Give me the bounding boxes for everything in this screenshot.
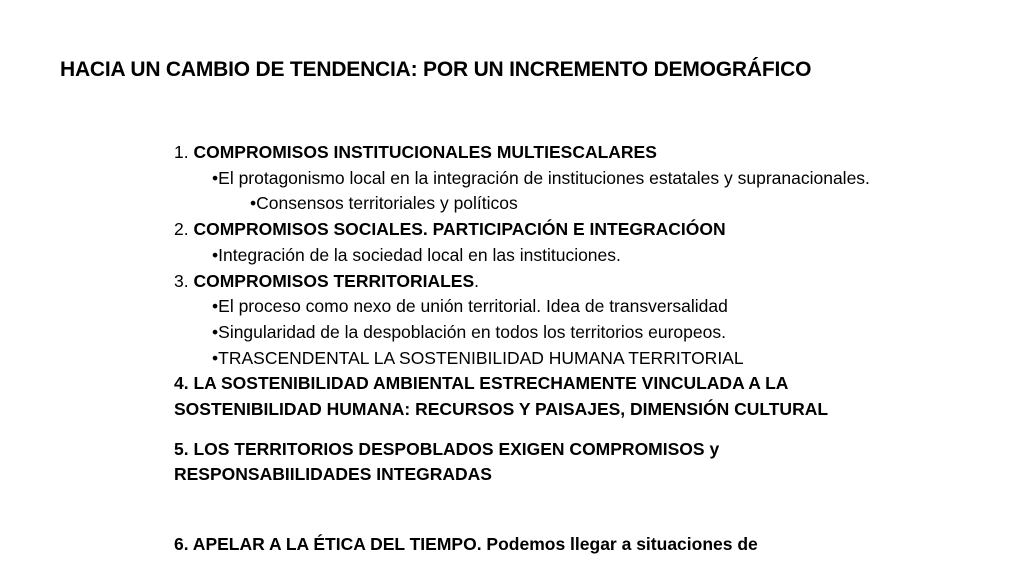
item-number: 2. (174, 219, 194, 240)
bullet-item (174, 166, 874, 192)
item-heading: COMPROMISOS TERRITORIALES (193, 270, 475, 291)
bullet-icon: • (212, 244, 219, 265)
bullet-text: Integración de la sociedad local en las instituciones. (218, 244, 621, 265)
bullet-text: TRASCENDENTAL LA SOSTENIBILIDAD HUMANA TERRITORIAL (218, 347, 744, 368)
slide-body (174, 140, 874, 558)
bullet-text: El proceso como nexo de unión territorial. Idea de transversalidad (218, 296, 728, 317)
bullet-item (174, 294, 874, 320)
item-number: 1. (174, 142, 194, 162)
item-number: 3. (174, 270, 194, 291)
list-item-5: 5. LOS TERRITORIOS DESPOBLADOS EXIGEN COMPROMISOS y RESPONSABIILIDADES INTEGRADAS (174, 438, 720, 485)
item-heading: COMPROMISOS INSTITUCIONALES MULTIESCALARES (193, 142, 657, 162)
bullet-text: Singularidad de la despoblación en todos los territorios europeos. (218, 321, 726, 342)
bullet-item (174, 346, 874, 372)
item-heading: COMPROMISOS SOCIALES. PARTICIPACIÓN E INTEGRACIÓON (193, 219, 726, 240)
spacer (174, 423, 874, 437)
spacer (174, 488, 874, 532)
bullet-icon: • (212, 321, 219, 342)
bullet-item (174, 191, 874, 217)
bullet-icon: • (250, 193, 257, 214)
item-tail: . (474, 270, 480, 291)
list-item-6: 6. APELAR A LA ÉTICA DEL TIEMPO. Podemos llegar a situaciones de (174, 534, 758, 555)
bullet-icon: • (212, 167, 219, 188)
list-item-3 (174, 269, 874, 295)
list-item-4: 4. LA SOSTENIBILIDAD AMBIENTAL ESTRECHAMENTE VINCULADA A LA SOSTENIBILIDAD HUMANA: RECURSOS Y PAISAJES, DIMENSIÓN CULTURAL (174, 373, 829, 420)
bullet-item (174, 243, 874, 269)
bullet-icon: • (212, 347, 219, 368)
bullet-item (174, 320, 874, 346)
bullet-text: Consensos territoriales y políticos (256, 193, 518, 214)
bullet-icon: • (212, 296, 219, 317)
slide-title: HACIA UN CAMBIO DE TENDENCIA: POR UN INCREMENTO DEMOGRÁFICO (60, 58, 812, 81)
list-item-2 (174, 217, 874, 243)
bullet-text: El protagonismo local en la integración de instituciones estatales y supranacionales. (218, 167, 870, 188)
list-item-1 (174, 140, 874, 166)
